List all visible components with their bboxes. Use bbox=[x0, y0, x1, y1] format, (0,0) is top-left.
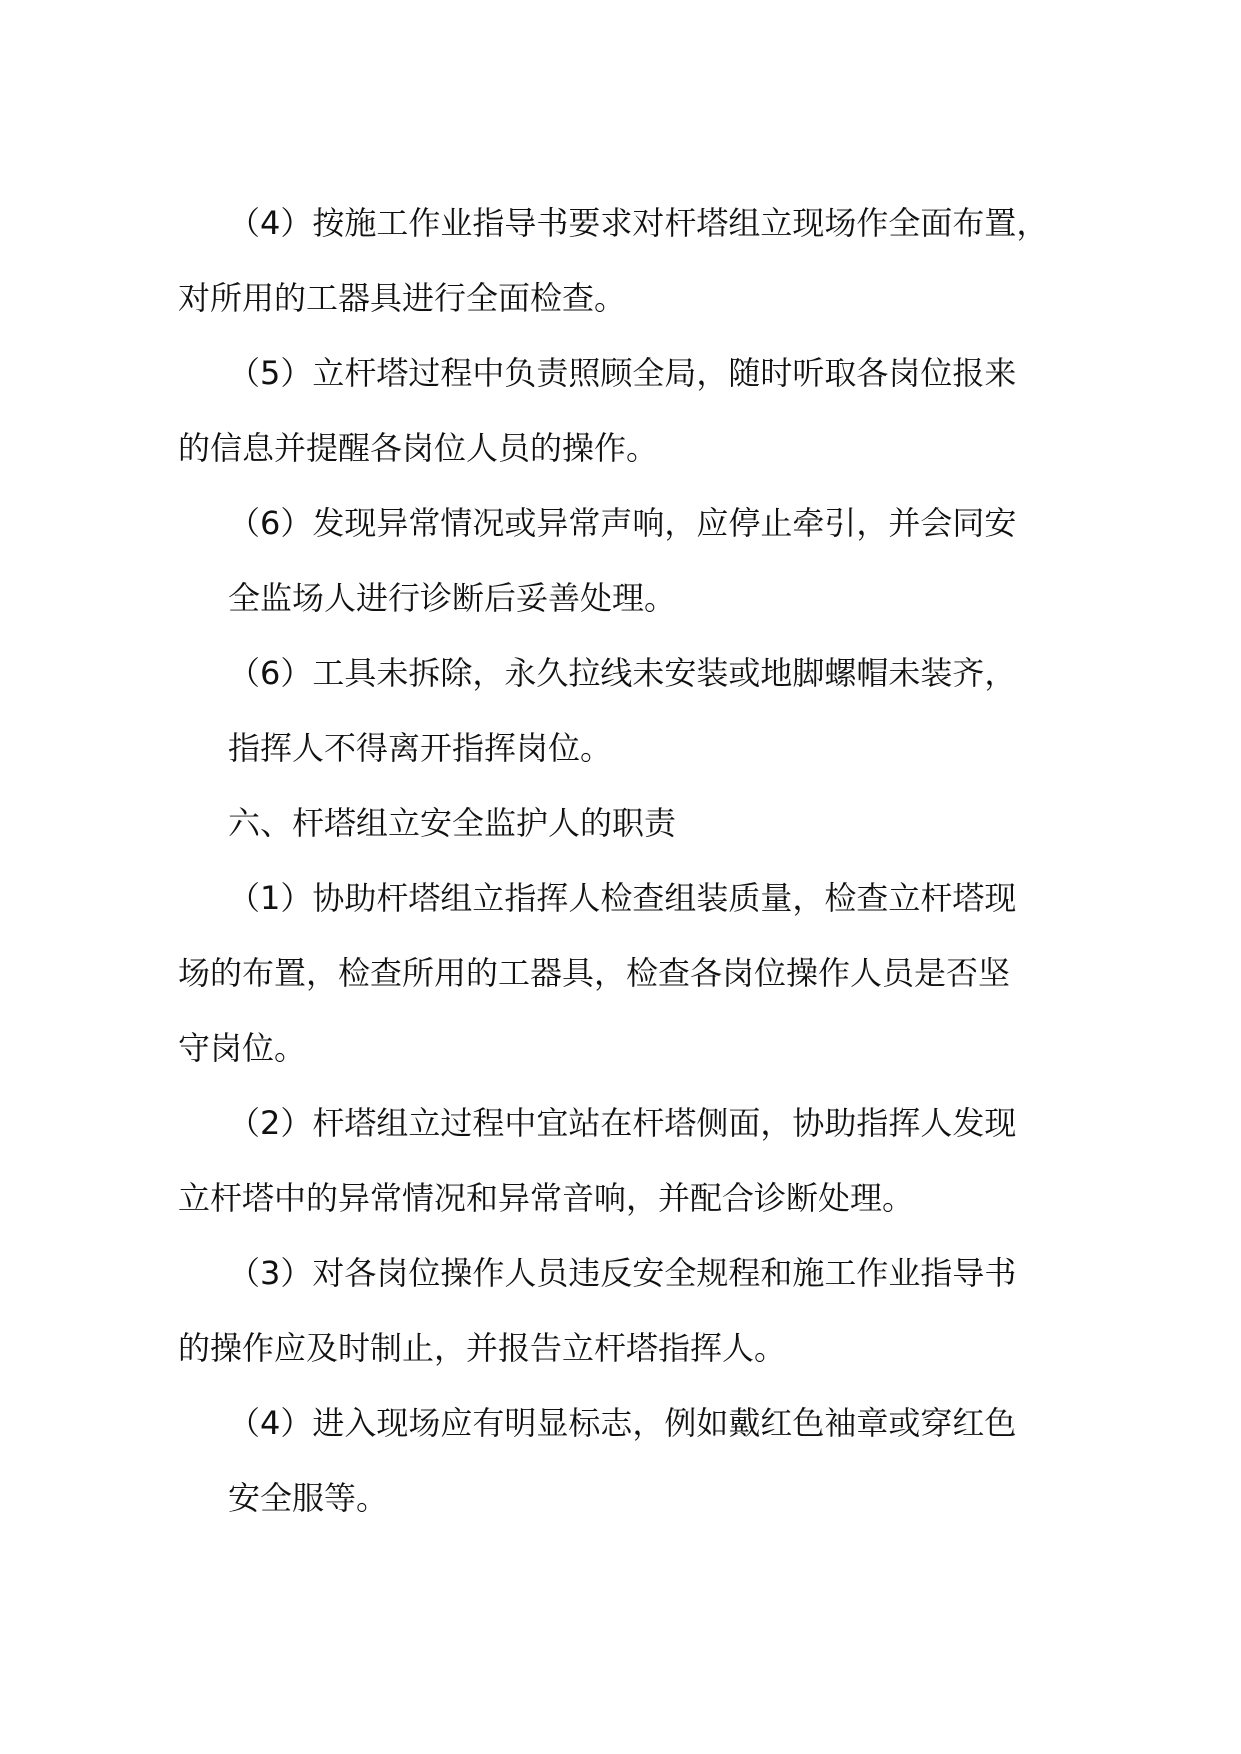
paragraph-6a-line-2: 全监场人进行诊断后妥善处理。 bbox=[228, 579, 677, 617]
paragraph-4-line-1: （4）按施工作业指导书要求对杆塔组立现场作全面布置， bbox=[228, 204, 1049, 242]
duty-4-line-2: 安全服等。 bbox=[228, 1479, 389, 1517]
duty-2-line-2: 立杆塔中的异常情况和异常音响，并配合诊断处理。 bbox=[178, 1179, 915, 1217]
paragraph-6b-line-2: 指挥人不得离开指挥岗位。 bbox=[228, 729, 613, 767]
duty-1-line-1: （1）协助杆塔组立指挥人检查组装质量，检查立杆塔现 bbox=[228, 879, 1017, 917]
document-body bbox=[178, 186, 1068, 1536]
duty-4-line-1: （4）进入现场应有明显标志，例如戴红色袖章或穿红色 bbox=[228, 1404, 1017, 1442]
paragraph-5-line-2: 的信息并提醒各岗位人员的操作。 bbox=[178, 429, 659, 467]
paragraph-6b-line-1: （6）工具未拆除，永久拉线未安装或地脚螺帽未装齐， bbox=[228, 654, 1017, 692]
paragraph-4-line-2: 对所用的工器具进行全面检查。 bbox=[178, 279, 627, 317]
paragraph-5-line-1: （5）立杆塔过程中负责照顾全局，随时听取各岗位报来 bbox=[228, 354, 1017, 392]
duty-3-line-1: （3）对各岗位操作人员违反安全规程和施工作业指导书 bbox=[228, 1254, 1017, 1292]
duty-3-line-2: 的操作应及时制止，并报告立杆塔指挥人。 bbox=[178, 1329, 787, 1367]
duty-1-line-3: 守岗位。 bbox=[178, 1029, 307, 1067]
duty-1-line-2: 场的布置，检查所用的工器具，检查各岗位操作人员是否坚 bbox=[178, 954, 1011, 992]
duty-2-line-1: （2）杆塔组立过程中宜站在杆塔侧面，协助指挥人发现 bbox=[228, 1104, 1017, 1142]
section-heading: 六、杆塔组立安全监护人的职责 bbox=[228, 804, 677, 842]
paragraph-6a-line-1: （6）发现异常情况或异常声响，应停止牵引，并会同安 bbox=[228, 504, 1017, 542]
